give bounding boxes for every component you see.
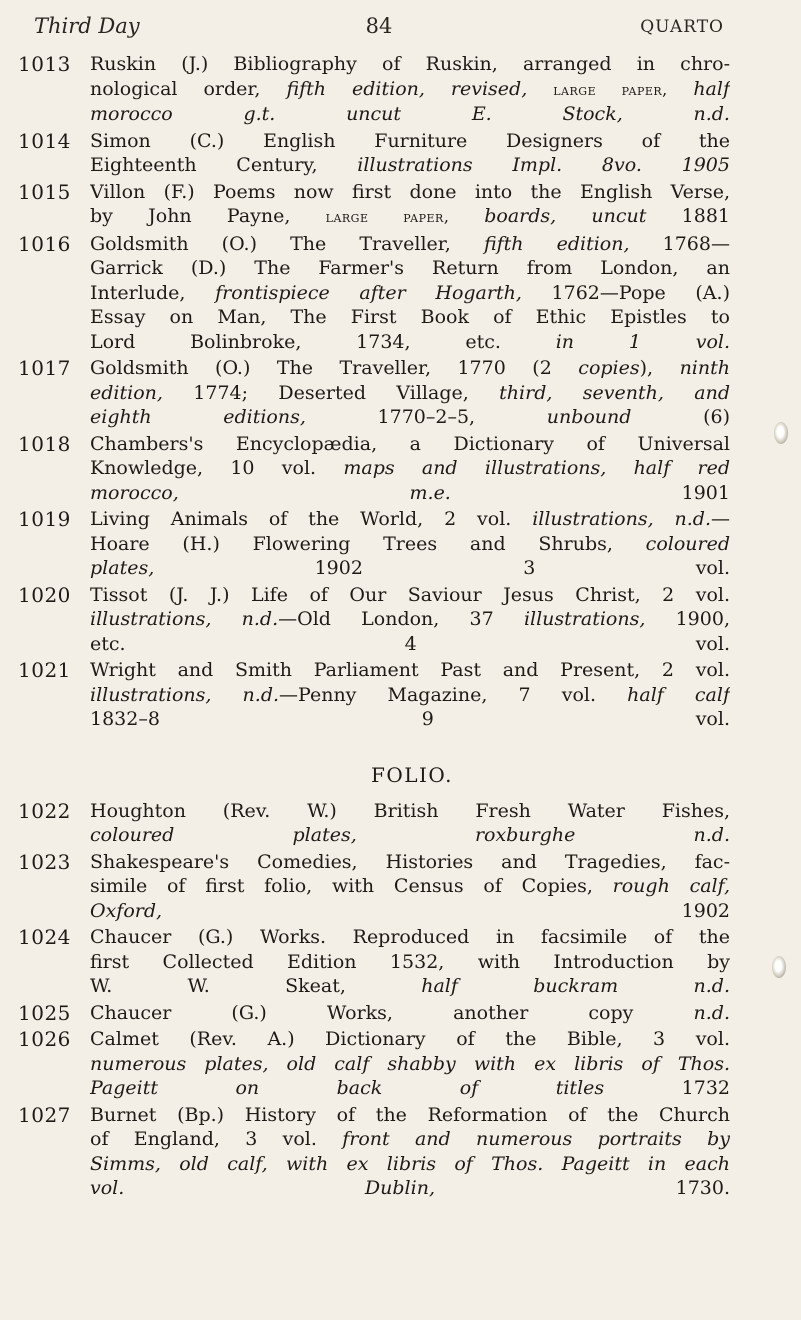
text-segment: ),	[639, 357, 680, 379]
text-segment	[618, 975, 693, 997]
lot-entry	[18, 129, 730, 178]
lot-description-line	[90, 507, 730, 532]
text-segment	[124, 1177, 365, 1199]
lot-description-line	[90, 1076, 730, 1101]
lot-entry	[18, 1103, 730, 1201]
italic-segment: boards, uncut	[484, 205, 647, 227]
text-segment: Ruskin (J.) Bibliography of Ruskin, arranged in chro-	[90, 53, 730, 75]
lot-entry	[18, 850, 730, 924]
italic-segment: illustrations, n.d.	[90, 608, 279, 630]
lot-number: 1021	[18, 658, 71, 682]
italic-segment: half buckram	[421, 975, 619, 997]
lot-description-line	[90, 153, 730, 178]
text-segment: Garrick (D.) The Farmer's Return from London, an	[90, 257, 730, 279]
italic-segment: ninth	[679, 357, 730, 379]
text-segment: first Collected Edition 1532, with Introduction by	[90, 950, 730, 973]
italic-segment: frontispiece after Hogarth,	[215, 281, 552, 304]
italic-segment: illustrations, n.d.	[90, 683, 280, 706]
page-number: 84	[365, 14, 393, 38]
lot-description-line	[90, 658, 730, 683]
text-segment: 1762—Pope (A.)	[551, 281, 730, 304]
lot-description-line	[90, 1001, 730, 1026]
italic-segment: n.d.	[693, 824, 730, 846]
italic-segment: E. Stock, n.d.	[471, 103, 730, 125]
text-segment: (6)	[631, 406, 730, 428]
lot-description-line	[90, 632, 730, 657]
lot-description-line	[90, 925, 730, 950]
page-header	[34, 14, 724, 40]
lot-entry	[18, 1027, 730, 1101]
text-segment: 1732	[604, 1077, 730, 1099]
lot-number: 1013	[18, 52, 71, 76]
lot-description-line	[90, 974, 730, 999]
text-segment: 1768—	[662, 232, 730, 255]
lot-description-line	[90, 52, 730, 77]
italic-segment: rough calf,	[612, 875, 730, 897]
lot-number: 1023	[18, 849, 71, 874]
lot-description-line	[90, 381, 730, 406]
italic-segment: front and numerous portraits by	[342, 1128, 730, 1150]
lot-description-line	[90, 683, 730, 708]
lot-description-line	[90, 874, 730, 899]
lot-description-line	[90, 305, 730, 330]
lot-description-line	[90, 405, 730, 430]
italic-segment: n.d.	[693, 1001, 730, 1024]
italic-segment: edition,	[90, 381, 194, 404]
lot-entry	[18, 232, 730, 355]
lot-description-line	[90, 232, 730, 257]
lot-number: 1019	[18, 507, 71, 531]
lot-description-line	[90, 1027, 730, 1052]
text-segment: by John Payne,	[90, 205, 326, 227]
lot-description-line	[90, 850, 730, 875]
text-segment	[575, 824, 693, 846]
text-segment: 1730.	[675, 1177, 730, 1199]
italic-segment: Simms, old calf, with ex libris of Thos. Pageitt in each	[90, 1152, 730, 1175]
text-segment: Lord Bolinbroke, 1734, etc.	[90, 330, 556, 353]
text-segment	[473, 154, 513, 176]
italic-segment: in 1 vol.	[555, 330, 730, 353]
lot-entry	[18, 507, 730, 581]
text-segment: 1770–2–5,	[377, 406, 547, 428]
italic-segment: vol.	[90, 1177, 125, 1199]
text-segment: Interlude,	[90, 281, 216, 304]
lot-entry	[18, 356, 730, 430]
italic-segment: Dublin,	[364, 1177, 676, 1199]
text-segment: Calmet (Rev. A.) Dictionary of the Bible, 3 vol.	[90, 1028, 730, 1050]
italic-segment: Impl. 8vo. 1905	[512, 154, 730, 176]
text-segment: simile of first folio, with Census of Copies,	[90, 875, 613, 897]
lot-description-line	[90, 532, 730, 557]
text-segment: Tissot (J. J.) Life of Our Saviour Jesus Christ, 2 vol.	[90, 583, 730, 606]
text-segment: 9 vol.	[159, 708, 730, 730]
lot-description-line	[90, 481, 730, 506]
lot-entry	[18, 583, 730, 657]
lot-description-line	[90, 330, 730, 355]
punch-hole-mark	[772, 956, 786, 978]
small-caps-segment: large paper,	[553, 79, 694, 99]
italic-segment: numerous plates, old calf shabby with ex libris of Thos.	[90, 1052, 730, 1075]
text-segment: Essay on Man, The First Book of Ethic Epistles to	[90, 306, 730, 328]
lot-number: 1014	[18, 128, 71, 153]
text-segment: Villon (F.) Poems now first done into the English Verse,	[90, 180, 730, 203]
lot-description-line	[90, 950, 730, 975]
italic-segment: half	[693, 77, 730, 100]
italic-segment: plates,	[90, 557, 315, 579]
small-caps-segment: large paper,	[325, 207, 485, 226]
italic-segment: illustrations	[357, 154, 473, 176]
lot-description-line	[90, 1103, 730, 1128]
lot-description-line	[90, 607, 730, 632]
lot-description-line	[90, 456, 730, 481]
lot-number: 1026	[18, 1027, 71, 1051]
lot-entry	[18, 432, 730, 506]
lot-description-line	[90, 1176, 730, 1201]
lot-description-line	[90, 799, 730, 824]
lot-description-line	[90, 129, 730, 154]
lot-description-line	[90, 102, 730, 127]
italic-segment: fifth edition, revised,	[286, 77, 554, 100]
text-segment: etc.	[90, 632, 126, 655]
italic-segment: eighth editions,	[90, 406, 378, 428]
lot-entry	[18, 1001, 730, 1026]
lot-number: 1015	[18, 179, 71, 204]
italic-segment: Pageitt on back of titles	[90, 1077, 605, 1099]
italic-segment: maps and illustrations, half red	[343, 457, 730, 479]
italic-segment: half calf	[627, 683, 730, 706]
lot-entry	[18, 925, 730, 999]
lot-description-line	[90, 77, 730, 103]
lot-description-line	[90, 556, 730, 581]
lot-description-line	[90, 583, 730, 608]
text-segment: Wright and Smith Parliament Past and Present, 2 vol.	[90, 659, 730, 681]
punch-hole-mark	[774, 422, 788, 444]
text-segment: 1902	[314, 557, 363, 579]
italic-segment: Oxford,	[90, 899, 682, 922]
text-segment: Eighteenth Century,	[90, 154, 358, 176]
catalogue-content	[18, 52, 730, 1203]
lot-number: 1020	[18, 582, 71, 607]
lot-entry	[18, 52, 730, 127]
text-segment: 1900,	[675, 608, 730, 630]
text-segment: 1902	[681, 899, 730, 922]
text-segment: Burnet (Bp.) History of the Reformation of the Church	[90, 1103, 730, 1126]
lot-number: 1018	[18, 431, 71, 456]
italic-segment: illustrations,	[523, 608, 676, 630]
text-segment: 1832–8	[90, 708, 160, 730]
text-segment: Living Animals of the World, 2 vol.	[90, 508, 533, 530]
text-segment: 1881	[646, 205, 730, 227]
running-head-day: Third Day	[34, 14, 140, 38]
text-segment: 1774; Deserted Village,	[193, 381, 500, 404]
lot-description-line	[90, 823, 730, 848]
italic-segment: morocco g.t. uncut	[90, 103, 402, 125]
text-segment: Chaucer (G.) Works. Reproduced in facsimile of the	[90, 926, 730, 948]
lot-entry	[18, 799, 730, 848]
italic-segment: n.d.	[693, 975, 730, 997]
text-segment: Knowledge, 10 vol.	[90, 457, 344, 479]
italic-segment: unbound	[546, 406, 632, 428]
text-segment: of England, 3 vol.	[90, 1128, 343, 1150]
lot-description-line	[90, 256, 730, 281]
text-segment: —Penny Magazine, 7 vol.	[279, 683, 628, 706]
lot-description-line	[90, 1127, 730, 1152]
text-segment	[401, 103, 472, 125]
text-segment: Goldsmith (O.) The Traveller, 1770 (2	[90, 357, 579, 379]
folio-lot-list	[18, 799, 730, 1203]
text-segment: W. W. Skeat,	[90, 975, 422, 997]
lot-number: 1016	[18, 231, 71, 256]
running-head-format: QUARTO	[640, 17, 724, 37]
lot-number: 1027	[18, 1102, 71, 1127]
italic-segment: coloured	[645, 532, 730, 555]
quarto-lot-list	[18, 52, 730, 734]
italic-segment: third, seventh, and	[499, 381, 730, 404]
italic-segment: illustrations, n.d.	[532, 508, 711, 530]
entry-spacer	[18, 1201, 730, 1203]
lot-number: 1024	[18, 925, 71, 949]
lot-entry	[18, 658, 730, 732]
text-segment: Chaucer (G.) Works, another copy	[90, 1001, 634, 1024]
lot-description-line	[90, 899, 730, 924]
lot-description-line	[90, 204, 730, 230]
text-segment	[633, 1002, 693, 1024]
section-heading-folio: FOLIO.	[370, 762, 454, 787]
text-segment: Shakespeare's Comedies, Histories and Tragedies, fac-	[90, 850, 730, 873]
lot-description-line	[90, 356, 730, 381]
text-segment: Simon (C.) English Furniture Designers of the	[90, 129, 730, 152]
italic-segment: coloured plates, roxburghe	[90, 824, 576, 846]
text-segment: Chambers's Encyclopædia, a Dictionary of Universal	[90, 432, 730, 455]
lot-description-line	[90, 707, 730, 732]
lot-description-line	[90, 281, 730, 306]
italic-segment: morocco, m.e.	[90, 481, 451, 504]
text-segment: 4 vol.	[125, 632, 730, 655]
lot-description-line	[90, 1152, 730, 1177]
text-segment: Goldsmith (O.) The Traveller,	[90, 232, 484, 255]
text-segment: nological order,	[90, 77, 287, 100]
italic-segment: copies	[578, 357, 640, 379]
lot-description-line	[90, 1052, 730, 1077]
lot-number: 1017	[18, 356, 71, 380]
lot-number: 1022	[18, 798, 71, 823]
lot-description-line	[90, 180, 730, 205]
italic-segment: fifth edition,	[483, 232, 663, 255]
text-segment: —Old London, 37	[278, 608, 524, 630]
lot-description-line	[90, 432, 730, 457]
text-segment: 3 vol.	[362, 557, 730, 579]
lot-entry	[18, 180, 730, 230]
lot-number: 1025	[18, 1000, 71, 1025]
text-segment: Houghton (Rev. W.) British Fresh Water Fishes,	[90, 799, 730, 822]
text-segment: Hoare (H.) Flowering Trees and Shrubs,	[90, 532, 646, 555]
text-segment: 1901	[450, 481, 730, 504]
text-segment: —	[711, 508, 730, 530]
